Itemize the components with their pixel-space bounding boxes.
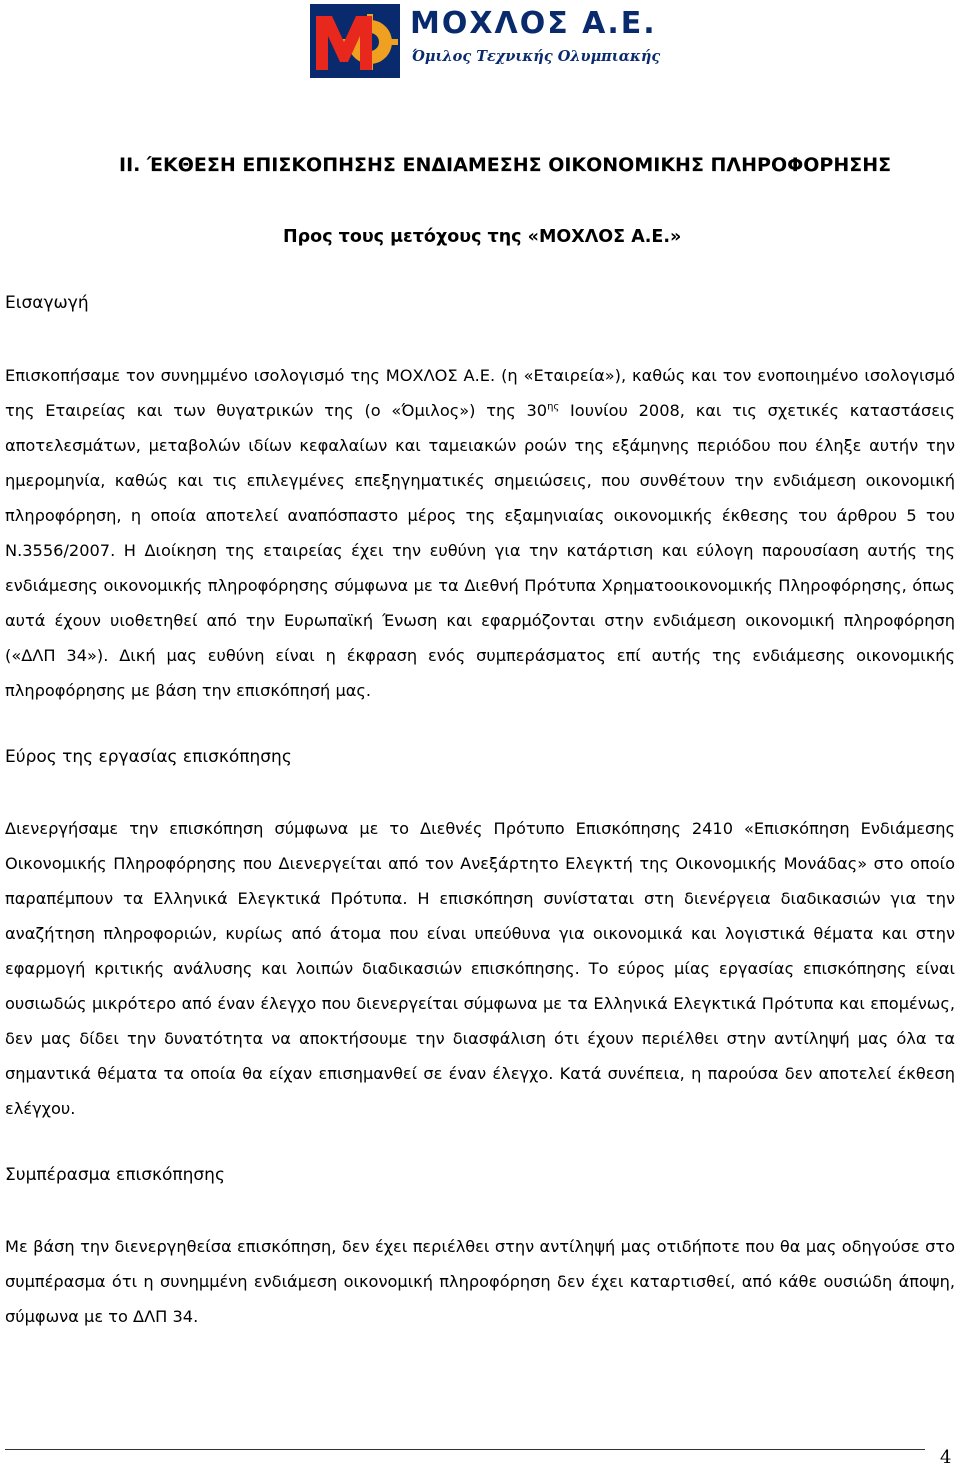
footer-divider: [5, 1449, 925, 1450]
logo-m-gear-icon: [310, 4, 400, 78]
section-title-intro: Εισαγωγή: [5, 293, 89, 313]
logo-emblem: [310, 4, 400, 78]
page-number: 4: [940, 1447, 952, 1468]
section-title-scope: Εύρος της εργασίας επισκόπησης: [5, 747, 292, 767]
intro-text-end: Ιουνίου 2008, και τις σχετικές καταστάσεις αποτελεσμάτων, μεταβολών ιδίων κεφαλαίων και ταμειακών ροών της εξάμηνης περιόδου που έληξε αυτήν την ημερομηνία, καθώς και τις επιλεγμένες επεξηγηματικές σημειώσεις, που συνθέτουν την ενδιάμεση οικονομική πληροφόρηση, η οποία αποτελεί αναπόσπαστο μέρος της εξαμηνιαίας οικονομικής έκθεσης του άρθρου 5 του Ν.3556/2007. Η Διοίκηση της εταιρείας έχει την ευθύνη για την κατάρτιση και εύλογη παρουσίαση αυτής της ενδιάμεσης οικονομικής πληροφόρησης σύμφωνα με τα Διεθνή Πρότυπα Χρηματοοικονομικής Πληροφόρησης, όπως αυτά έχουν υιοθετηθεί από την Ευρωπαϊκή Ένωση και εφαρμόζονται στην ενδιάμεση οικονομική πληροφόρηση («ΔΛΠ 34»). Δική μας ευθύνη είναι η έκφραση ενός συμπεράσματος επί αυτής της ενδιάμεσης οικονομικής πληροφόρησης με βάση την επισκόπησή μας.: [5, 401, 955, 700]
paragraph-intro: [5, 358, 955, 708]
logo-title: ΜΟΧΛΟΣ Α.Ε.: [410, 6, 657, 41]
logo-subtitle: Όμιλος Τεχνικής Ολυμπιακής: [412, 48, 661, 65]
paragraph-conclusion: Με βάση την διενεργηθείσα επισκόπηση, δεν έχει περιέλθει στην αντίληψή μας οτιδήποτε που θα μας οδηγούσε στο συμπέρασμα ότι η συνημμένη ενδιάμεση οικονομική πληροφόρηση δεν έχει καταρτισθεί, από κάθε ουσιώδη άποψη, σύμφωνα με το ΔΛΠ 34.: [5, 1237, 955, 1326]
intro-text-start: Επισκοπήσαμε τον συνημμένο ισολογισμό της ΜΟΧΛΟΣ Α.Ε. (η «Εταιρεία»), καθώς και τον ενοποιημένο ισολογισμό της Εταιρείας και των θυγατρικών της (ο «Όμιλος») της 30: [5, 366, 955, 420]
paragraph-scope: Διενεργήσαμε την επισκόπηση σύμφωνα με το Διεθνές Πρότυπο Επισκόπησης 2410 «Επισκόπηση Ενδιάμεσης Οικονομικής Πληροφόρησης που Διενεργείται από τον Ανεξάρτητο Ελεγκτή της Οικονομικής Μονάδας» στο οποίο παραπέμπουν τα Ελληνικά Ελεγκτικά Πρότυπα. Η επισκόπηση συνίσταται στη διενέργεια διαδικασιών για την αναζήτηση πληροφοριών, κυρίως από άτομα που είναι υπεύθυνα για οικονομικά και λογιστικά θέματα και στην εφαρμογή κριτικής ανάλυσης και λοιπών διαδικασιών επισκόπησης. Το εύρος μίας εργασίας επισκόπησης είναι ουσιωδώς μικρότερο από έναν έλεγχο που διενεργείται σύμφωνα με τα Ελληνικά Ελεγκτικά Πρότυπα και επομένως, δεν μας δίδει την δυνατότητα να αποκτήσουμε την διασφάλιση ότι έχουν περιέλθει στην αντίληψή μας όλα τα σημαντικά θέματα τα οποία θα είχαν επισημανθεί σε έναν έλεγχο. Κατά συνέπεια, η παρούσα δεν αποτελεί έκθεση ελέγχου.: [5, 819, 955, 1118]
section-title-conclusion: Συμπέρασμα επισκόπησης: [5, 1165, 225, 1185]
report-addressee: Προς τους μετόχους της «ΜΟΧΛΟΣ Α.Ε.»: [283, 227, 682, 247]
report-heading: ΙΙ. ΈΚΘΕΣΗ ΕΠΙΣΚΟΠΗΣΗΣ ΕΝΔΙΑΜΕΣΗΣ ΟΙΚΟΝΟΜΙΚΗΣ ΠΛΗΡΟΦΟΡΗΣΗΣ: [119, 154, 892, 176]
ordinal-suffix: ης: [547, 401, 560, 413]
company-logo: [310, 4, 660, 78]
